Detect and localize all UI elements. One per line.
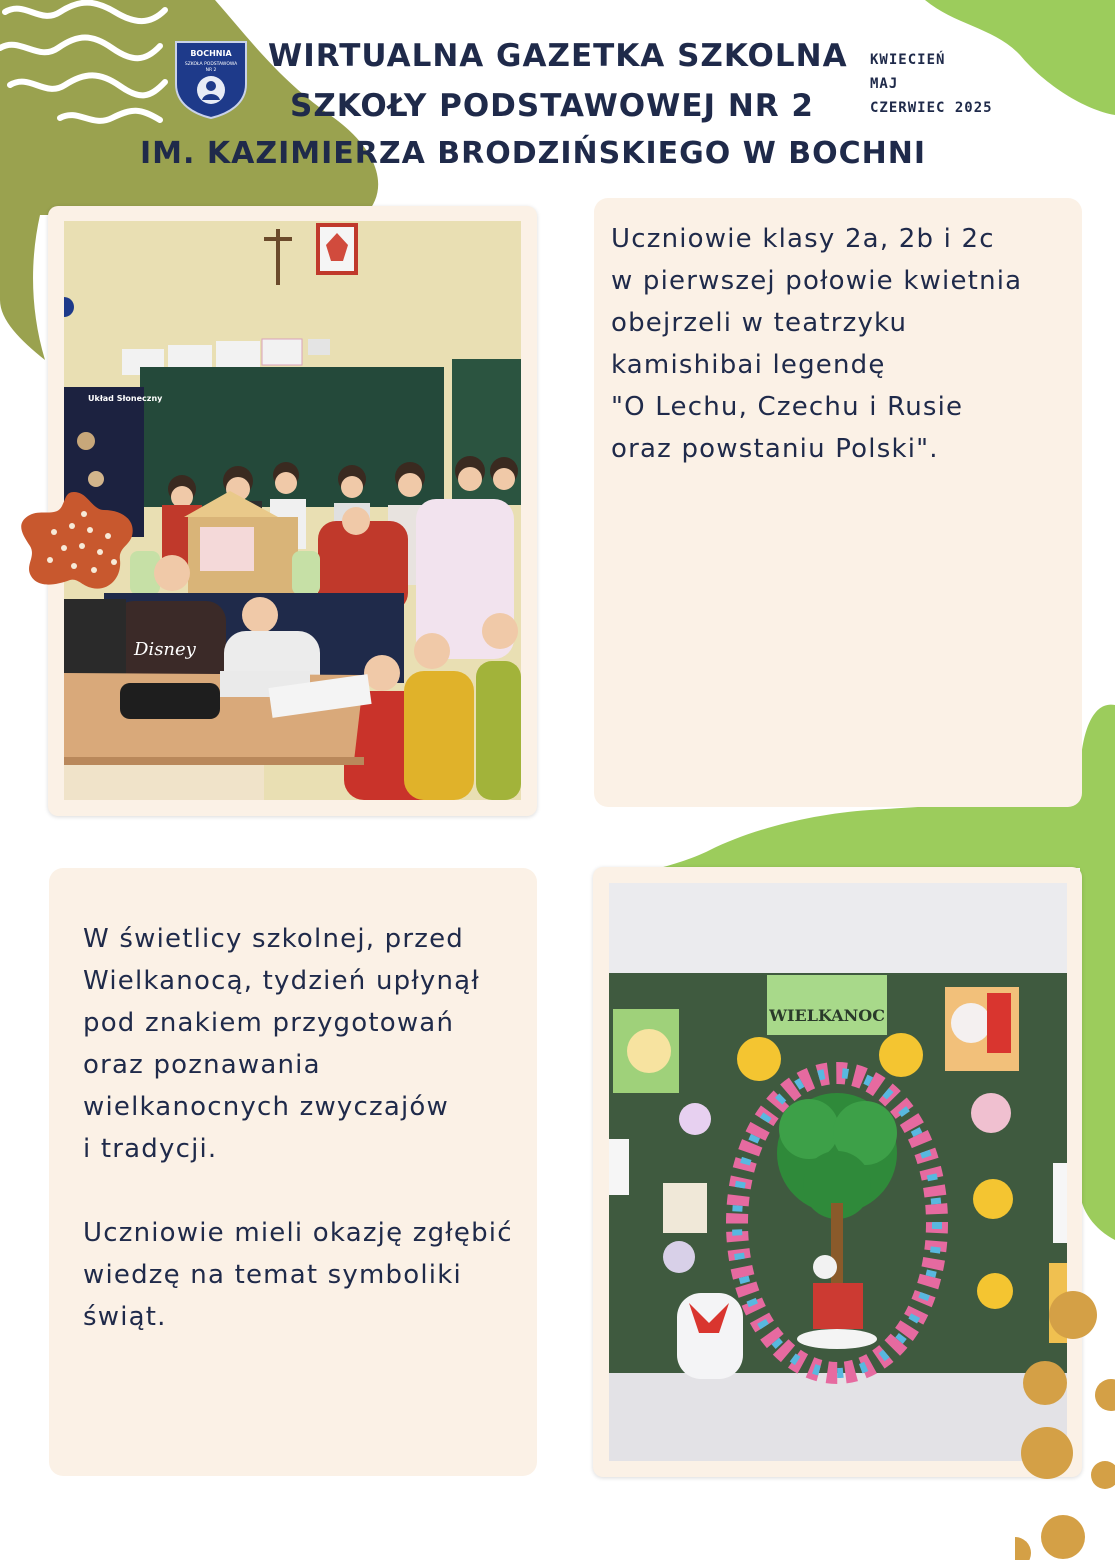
title-line-1: WIRTUALNA GAZETKA SZKOLNA [268, 38, 848, 74]
card1-line-1: Uczniowie klasy 2a, 2b i 2c [611, 224, 995, 254]
title-line-3: IM. KAZIMIERZA BRODZIŃSKIEGO W BOCHNI [140, 136, 927, 171]
date-april: KWIECIEŃ [870, 52, 946, 68]
date-june: CZERWIEC 2025 [870, 100, 993, 116]
card1-line-3: obejrzeli w teatrzyku [611, 308, 908, 338]
card1-line-4: kamishibai legendę [611, 350, 886, 380]
photo1-shirt-text: Disney [134, 639, 196, 660]
easter-board-photo [609, 883, 1067, 1461]
card1-line-6: oraz powstaniu Polski". [611, 434, 939, 464]
photo1-poster-label: Układ Słoneczny [88, 394, 163, 403]
card1-line-2: w pierwszej połowie kwietnia [611, 266, 1023, 296]
logo-text-mid: SZKOŁA PODSTAWOWA [184, 62, 238, 67]
wave-lines [0, 0, 170, 135]
card2-line-4: oraz poznawania [83, 1050, 321, 1080]
card2-line-9: świąt. [83, 1302, 167, 1332]
card2-line-2: Wielkanocą, tydzień upłynął [83, 966, 480, 996]
card2-line-5: wielkanocnych zwyczajów [83, 1092, 449, 1122]
card1-line-5: "O Lechu, Czechu i Rusie [611, 392, 964, 422]
date-may: MAJ [870, 76, 899, 92]
logo-text-top: BOCHNIA [190, 49, 232, 58]
card2-spacer [83, 1170, 513, 1212]
photo2-board-title: WIELKANOC [769, 1006, 885, 1025]
card2-line-8: wiedzę na temat symboliki [83, 1260, 462, 1290]
card2-line-3: pod znakiem przygotowań [83, 1008, 455, 1038]
orange-flower-decoration [14, 488, 140, 596]
school-logo [172, 38, 250, 120]
logo-text-num: NR 2 [205, 68, 217, 73]
text-card-1 [594, 198, 1082, 807]
card2-line-1: W świetlicy szkolnej, przed [83, 924, 465, 954]
text-card-2 [49, 868, 537, 1476]
card2-line-6: i tradycji. [83, 1134, 218, 1164]
mustard-dots-decoration [1015, 1285, 1115, 1560]
title-line-2: SZKOŁY PODSTAWOWEJ NR 2 [290, 88, 814, 124]
card2-line-7: Uczniowie mieli okazję zgłębić [83, 1218, 513, 1248]
